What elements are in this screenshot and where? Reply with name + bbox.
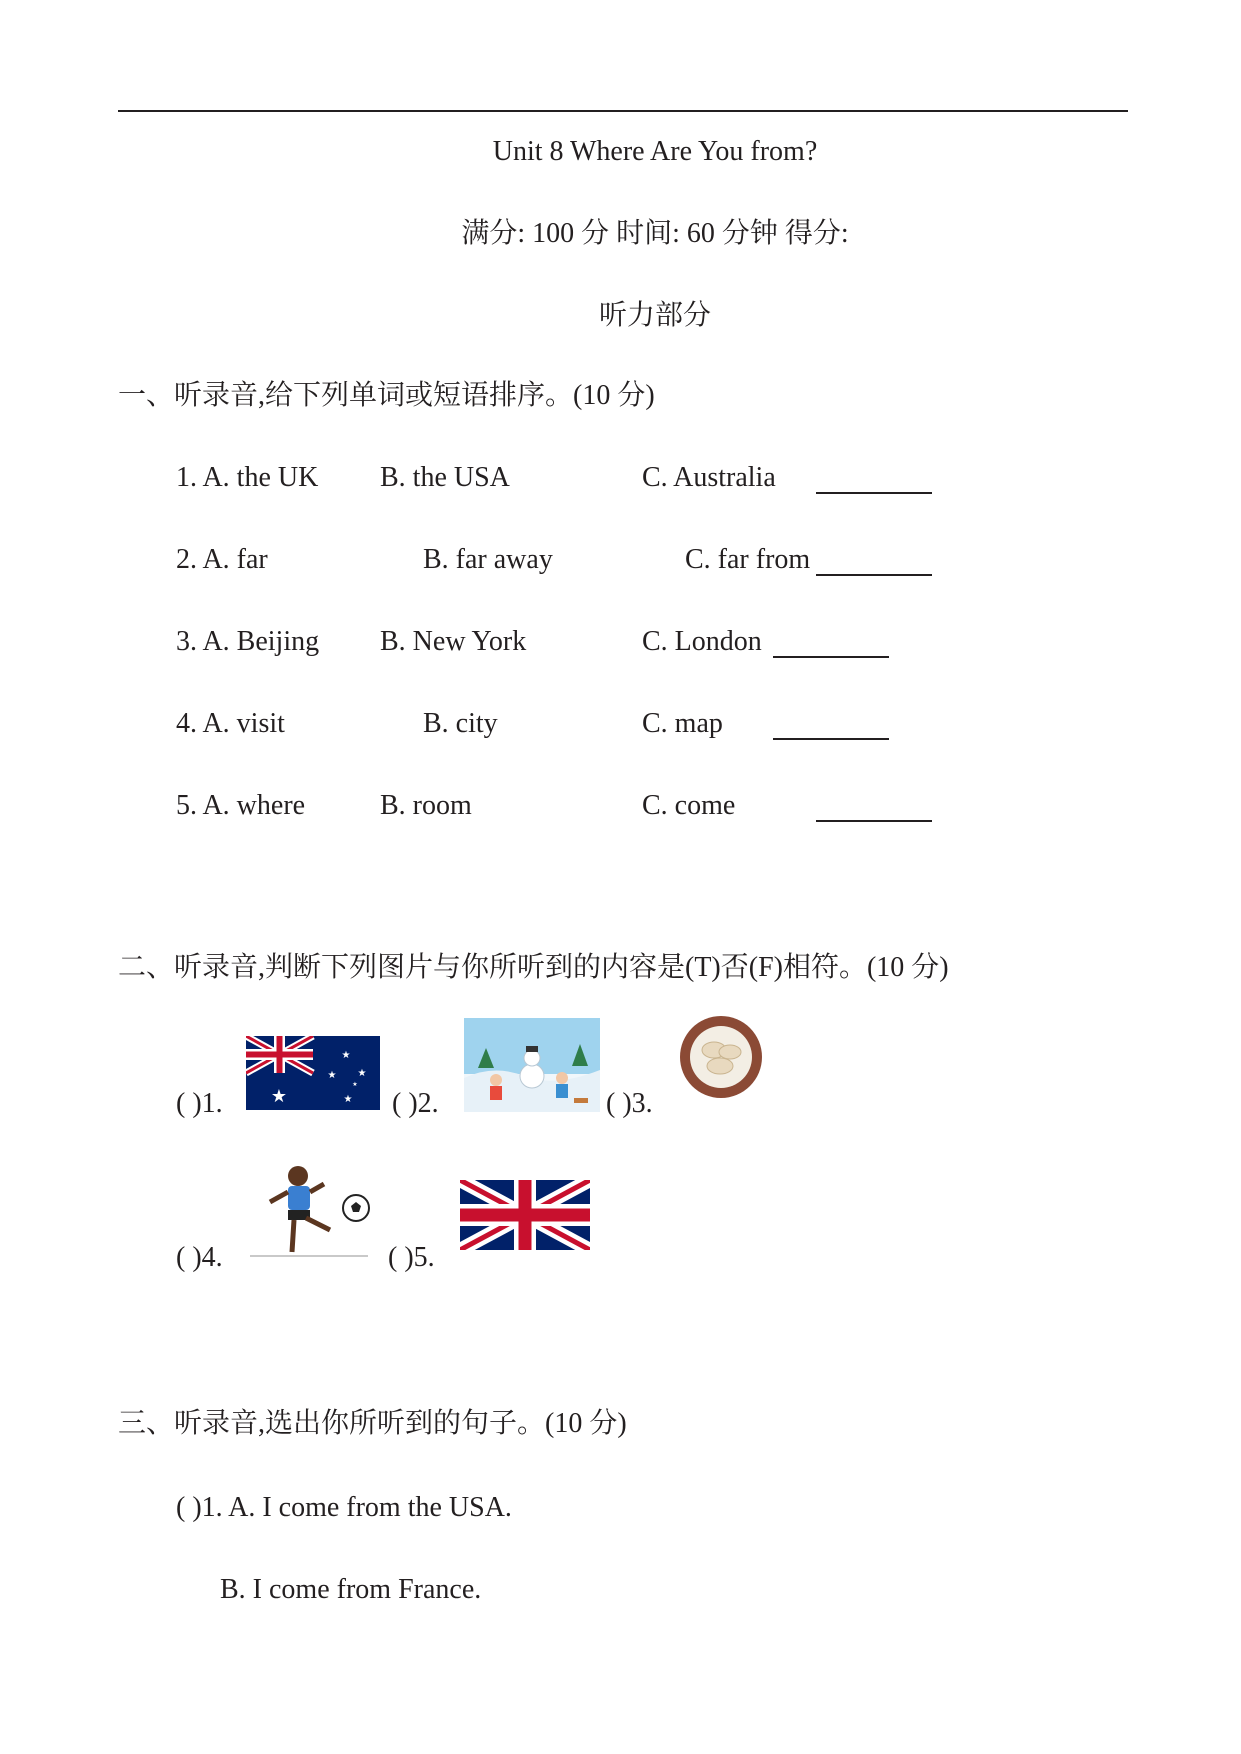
s1-row4-a: 4. A. visit <box>176 708 285 739</box>
s1-row3-b: B. New York <box>380 626 527 657</box>
svg-text:★: ★ <box>341 1050 351 1061</box>
page-title: Unit 8 Where Are You from? <box>492 136 818 167</box>
union-jack-picture <box>460 1180 590 1250</box>
part-title: 听力部分 <box>598 300 711 331</box>
answer-blank-2[interactable] <box>816 548 932 576</box>
s2-item3-label: ( )3. <box>606 1088 653 1119</box>
s1-row5-a: 5. A. where <box>176 790 306 821</box>
section3-heading: 三、听录音,选出你所听到的句子。(10 分) <box>118 1408 627 1439</box>
s2-item5-label: ( )5. <box>388 1242 435 1273</box>
svg-text:★: ★ <box>327 1070 337 1081</box>
s1-row1-b: B. the USA <box>380 462 510 493</box>
svg-text:★: ★ <box>270 1086 288 1106</box>
winter-snowman-picture <box>464 1018 600 1112</box>
s1-row1-c: C. Australia <box>642 462 776 493</box>
s1-row5-b: B. room <box>380 790 472 821</box>
answer-blank-4[interactable] <box>773 712 889 740</box>
s3-q1-option-b: B. I come from France. <box>220 1574 482 1605</box>
football-player-picture <box>244 1160 374 1260</box>
section1-heading: 一、听录音,给下列单词或短语排序。(10 分) <box>118 380 655 411</box>
australia-flag-picture <box>246 1036 380 1110</box>
s1-row5-c: C. come <box>642 790 736 821</box>
svg-text:★: ★ <box>343 1094 353 1105</box>
s1-row2-b: B. far away <box>423 544 553 575</box>
s2-item2-label: ( )2. <box>392 1088 439 1119</box>
s1-row3-c: C. London <box>642 626 762 657</box>
top-rule <box>118 110 1128 112</box>
svg-text:★: ★ <box>357 1068 367 1079</box>
answer-blank-3[interactable] <box>773 630 889 658</box>
s1-row1-a: 1. A. the UK <box>176 462 319 493</box>
s1-row3-a: 3. A. Beijing <box>176 626 320 657</box>
s2-item1-label: ( )1. <box>176 1088 223 1119</box>
svg-text:★: ★ <box>352 1082 358 1088</box>
dumpling-bowl-picture <box>678 1014 764 1100</box>
s3-q1-option-a: ( )1. A. I come from the USA. <box>176 1492 512 1523</box>
answer-blank-5[interactable] <box>816 794 932 822</box>
s1-row4-c: C. map <box>642 708 723 739</box>
s1-row2-c: C. far from <box>685 544 811 575</box>
score-line: 满分: 100 分 时间: 60 分钟 得分: <box>461 218 849 249</box>
answer-blank-1[interactable] <box>816 466 932 494</box>
s1-row4-b: B. city <box>423 708 498 739</box>
s2-item4-label: ( )4. <box>176 1242 223 1273</box>
section2-heading: 二、听录音,判断下列图片与你所听到的内容是(T)否(F)相符。(10 分) <box>118 952 949 983</box>
s1-row2-a: 2. A. far <box>176 544 268 575</box>
